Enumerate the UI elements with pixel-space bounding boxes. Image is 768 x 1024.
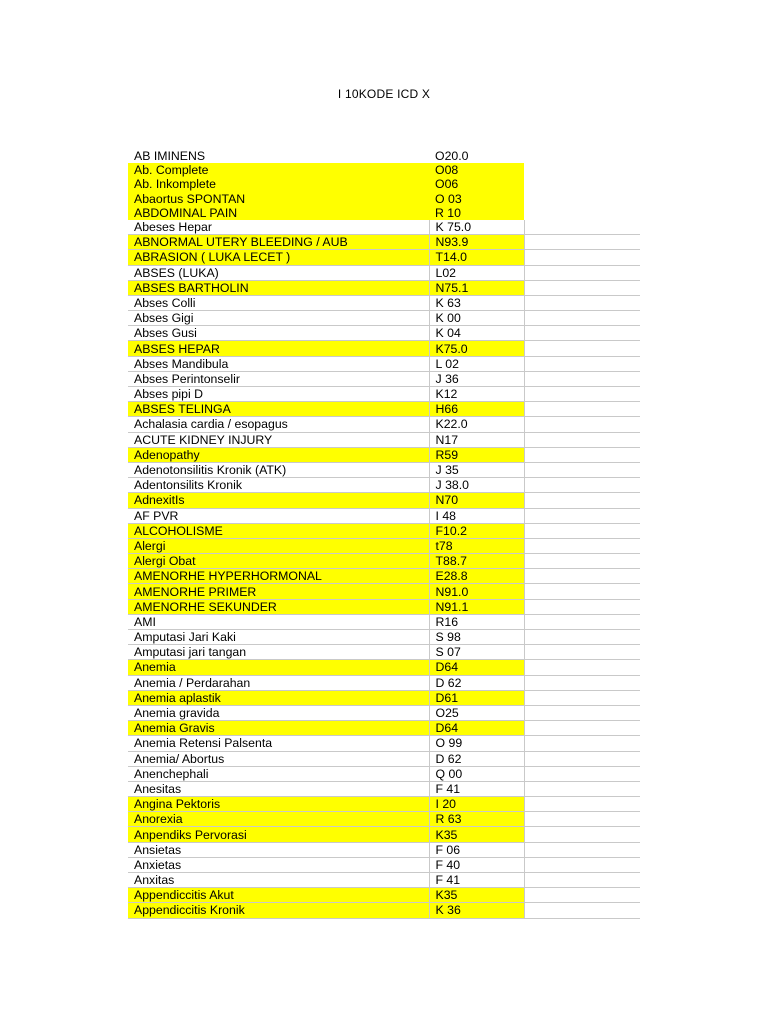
table-row xyxy=(128,478,640,493)
diagnosis-name-cell: AdnexitIs xyxy=(128,493,429,508)
diagnosis-name-cell: Abses Perintonselir xyxy=(128,371,429,386)
icd-code-cell: E28.8 xyxy=(429,569,524,584)
diagnosis-name-cell: Anemia gravida xyxy=(128,705,429,720)
diagnosis-name-cell: ABSES BARTHOLIN xyxy=(128,280,429,295)
empty-cell xyxy=(524,478,640,493)
diagnosis-name-cell: ABRASION ( LUKA LECET ) xyxy=(128,250,429,265)
empty-cell xyxy=(524,235,640,250)
empty-cell xyxy=(524,781,640,796)
icd-code-cell: F 41 xyxy=(429,873,524,888)
empty-cell xyxy=(524,614,640,629)
icd-code-cell: F 06 xyxy=(429,842,524,857)
diagnosis-name-cell: ABSES HEPAR xyxy=(128,341,429,356)
icd-code-cell: J 38.0 xyxy=(429,478,524,493)
table-row xyxy=(128,797,640,812)
empty-cell xyxy=(524,888,640,903)
diagnosis-name-cell: Achalasia cardia / esopagus xyxy=(128,417,429,432)
icd-code-cell: K 04 xyxy=(429,326,524,341)
icd-code-cell: D61 xyxy=(429,690,524,705)
icd-code-cell: H66 xyxy=(429,402,524,417)
empty-cell xyxy=(524,751,640,766)
empty-cell xyxy=(524,356,640,371)
empty-cell xyxy=(524,447,640,462)
empty-cell xyxy=(524,432,640,447)
diagnosis-name-cell: Ab. Complete xyxy=(128,163,429,177)
table-row xyxy=(128,888,640,903)
icd-code-cell: O25 xyxy=(429,705,524,720)
table-row xyxy=(128,462,640,477)
diagnosis-name-cell: Ansietas xyxy=(128,842,429,857)
empty-cell xyxy=(524,311,640,326)
table-row xyxy=(128,781,640,796)
table-row xyxy=(128,705,640,720)
icd-code-cell: D64 xyxy=(429,660,524,675)
empty-cell xyxy=(524,797,640,812)
diagnosis-name-cell: Anxietas xyxy=(128,857,429,872)
diagnosis-name-cell: Anemia/ Abortus xyxy=(128,751,429,766)
icd-code-cell: O 03 xyxy=(429,192,524,206)
empty-cell xyxy=(524,584,640,599)
diagnosis-name-cell: Alergi xyxy=(128,538,429,553)
table-row xyxy=(128,903,640,918)
table-row xyxy=(128,569,640,584)
empty-cell xyxy=(524,523,640,538)
diagnosis-name-cell: Adentonsilits Kronik xyxy=(128,478,429,493)
page-title: I 10KODE ICD X xyxy=(337,87,431,101)
icd-code-cell: N75.1 xyxy=(429,280,524,295)
icd-code-cell: N17 xyxy=(429,432,524,447)
icd-code-cell: O 99 xyxy=(429,736,524,751)
empty-cell xyxy=(524,220,640,235)
diagnosis-name-cell: ABSES (LUKA) xyxy=(128,265,429,280)
empty-cell xyxy=(524,766,640,781)
diagnosis-name-cell: AMENORHE PRIMER xyxy=(128,584,429,599)
table-row xyxy=(128,751,640,766)
icd-code-cell: T14.0 xyxy=(429,250,524,265)
icd-code-cell: K22.0 xyxy=(429,417,524,432)
empty-cell xyxy=(524,660,640,675)
empty-cell xyxy=(524,177,640,191)
table-row xyxy=(128,873,640,888)
table-row xyxy=(128,341,640,356)
table-row xyxy=(128,163,640,177)
icd-code-cell: O06 xyxy=(429,177,524,191)
empty-cell xyxy=(524,538,640,553)
icd-code-cell: N70 xyxy=(429,493,524,508)
icd-code-cell: K35 xyxy=(429,888,524,903)
icd-code-cell: D64 xyxy=(429,721,524,736)
icd-code-cell: O08 xyxy=(429,163,524,177)
table-row xyxy=(128,371,640,386)
icd-code-cell: K 63 xyxy=(429,295,524,310)
table-row xyxy=(128,812,640,827)
table-row xyxy=(128,326,640,341)
icd-code-cell: K 36 xyxy=(429,903,524,918)
icd-code-cell: F 41 xyxy=(429,781,524,796)
table-row xyxy=(128,265,640,280)
table-row xyxy=(128,523,640,538)
icd-code-cell: O20.0 xyxy=(429,149,524,163)
empty-cell xyxy=(524,842,640,857)
icd-code-cell: R 63 xyxy=(429,812,524,827)
empty-cell xyxy=(524,690,640,705)
table-row xyxy=(128,311,640,326)
empty-cell xyxy=(524,371,640,386)
diagnosis-name-cell: AMENORHE SEKUNDER xyxy=(128,599,429,614)
table-row xyxy=(128,493,640,508)
diagnosis-name-cell: Angina Pektoris xyxy=(128,797,429,812)
icd-code-cell: L02 xyxy=(429,265,524,280)
diagnosis-name-cell: Anxitas xyxy=(128,873,429,888)
table-row xyxy=(128,295,640,310)
diagnosis-name-cell: Anpendiks Pervorasi xyxy=(128,827,429,842)
diagnosis-name-cell: Abses pipi D xyxy=(128,387,429,402)
table-row xyxy=(128,584,640,599)
empty-cell xyxy=(524,250,640,265)
icd-code-cell: L 02 xyxy=(429,356,524,371)
diagnosis-name-cell: AF PVR xyxy=(128,508,429,523)
table-row xyxy=(128,192,640,206)
diagnosis-name-cell: Anesitas xyxy=(128,781,429,796)
empty-cell xyxy=(524,705,640,720)
table-row xyxy=(128,432,640,447)
diagnosis-name-cell: Anemia Gravis xyxy=(128,721,429,736)
icd-code-cell: K 75.0 xyxy=(429,220,524,235)
diagnosis-name-cell: Anenchephali xyxy=(128,766,429,781)
empty-cell xyxy=(524,812,640,827)
empty-cell xyxy=(524,554,640,569)
empty-cell xyxy=(524,645,640,660)
empty-cell xyxy=(524,630,640,645)
table-row xyxy=(128,235,640,250)
diagnosis-name-cell: Abses Gusi xyxy=(128,326,429,341)
diagnosis-name-cell: ALCOHOLISME xyxy=(128,523,429,538)
table-row xyxy=(128,508,640,523)
diagnosis-name-cell: Anorexia xyxy=(128,812,429,827)
empty-cell xyxy=(524,508,640,523)
icd-code-cell: S 07 xyxy=(429,645,524,660)
diagnosis-name-cell: Anemia xyxy=(128,660,429,675)
table-row xyxy=(128,149,640,163)
diagnosis-name-cell: Appendiccitis Kronik xyxy=(128,903,429,918)
table-row xyxy=(128,599,640,614)
table-row xyxy=(128,736,640,751)
empty-cell xyxy=(524,280,640,295)
icd-code-cell: N91.1 xyxy=(429,599,524,614)
table-row xyxy=(128,857,640,872)
empty-cell xyxy=(524,569,640,584)
diagnosis-name-cell: Ab. Inkomplete xyxy=(128,177,429,191)
empty-cell xyxy=(524,857,640,872)
icd-code-cell: S 98 xyxy=(429,630,524,645)
icd-code-cell: I 48 xyxy=(429,508,524,523)
icd-code-cell: N93.9 xyxy=(429,235,524,250)
empty-cell xyxy=(524,341,640,356)
icd-code-cell: F10.2 xyxy=(429,523,524,538)
table-row xyxy=(128,417,640,432)
empty-cell xyxy=(524,265,640,280)
empty-cell xyxy=(524,721,640,736)
icd-code-cell: Q 00 xyxy=(429,766,524,781)
diagnosis-name-cell: Abaortus SPONTAN xyxy=(128,192,429,206)
empty-cell xyxy=(524,163,640,177)
diagnosis-name-cell: Appendiccitis Akut xyxy=(128,888,429,903)
icd-code-cell: T88.7 xyxy=(429,554,524,569)
icd-code-cell: K35 xyxy=(429,827,524,842)
empty-cell xyxy=(524,675,640,690)
table-row xyxy=(128,690,640,705)
empty-cell xyxy=(524,295,640,310)
icd-code-cell: K 00 xyxy=(429,311,524,326)
icd-code-table xyxy=(128,149,640,919)
icd-code-cell: J 36 xyxy=(429,371,524,386)
empty-cell xyxy=(524,736,640,751)
empty-cell xyxy=(524,903,640,918)
table-row xyxy=(128,675,640,690)
empty-cell xyxy=(524,493,640,508)
empty-cell xyxy=(524,827,640,842)
icd-code-cell: F 40 xyxy=(429,857,524,872)
icd-code-cell: R59 xyxy=(429,447,524,462)
table-row xyxy=(128,206,640,220)
diagnosis-name-cell: Amputasi jari tangan xyxy=(128,645,429,660)
empty-cell xyxy=(524,417,640,432)
table-row xyxy=(128,280,640,295)
table-row xyxy=(128,614,640,629)
diagnosis-name-cell: Anemia Retensi Palsenta xyxy=(128,736,429,751)
table-row xyxy=(128,721,640,736)
icd-code-cell: K75.0 xyxy=(429,341,524,356)
empty-cell xyxy=(524,462,640,477)
diagnosis-name-cell: AB IMINENS xyxy=(128,149,429,163)
diagnosis-name-cell: Amputasi Jari Kaki xyxy=(128,630,429,645)
icd-code-cell: D 62 xyxy=(429,675,524,690)
icd-code-cell: I 20 xyxy=(429,797,524,812)
diagnosis-name-cell: ABDOMINAL PAIN xyxy=(128,206,429,220)
diagnosis-name-cell: Adenopathy xyxy=(128,447,429,462)
table-row xyxy=(128,387,640,402)
diagnosis-name-cell: ACUTE KIDNEY INJURY xyxy=(128,432,429,447)
diagnosis-name-cell: Adenotonsilitis Kronik (ATK) xyxy=(128,462,429,477)
empty-cell xyxy=(524,192,640,206)
table-row xyxy=(128,177,640,191)
diagnosis-name-cell: Alergi Obat xyxy=(128,554,429,569)
icd-code-cell: J 35 xyxy=(429,462,524,477)
table-row xyxy=(128,250,640,265)
empty-cell xyxy=(524,873,640,888)
empty-cell xyxy=(524,402,640,417)
table-row xyxy=(128,630,640,645)
diagnosis-name-cell: Abeses Hepar xyxy=(128,220,429,235)
icd-code-cell: N91.0 xyxy=(429,584,524,599)
empty-cell xyxy=(524,149,640,163)
icd-code-cell: D 62 xyxy=(429,751,524,766)
diagnosis-name-cell: ABSES TELINGA xyxy=(128,402,429,417)
table-row xyxy=(128,842,640,857)
table-row xyxy=(128,220,640,235)
table-row xyxy=(128,660,640,675)
table-row xyxy=(128,645,640,660)
diagnosis-name-cell: AMENORHE HYPERHORMONAL xyxy=(128,569,429,584)
diagnosis-name-cell: Abses Gigi xyxy=(128,311,429,326)
table-row xyxy=(128,827,640,842)
diagnosis-name-cell: Anemia aplastik xyxy=(128,690,429,705)
diagnosis-name-cell: Anemia / Perdarahan xyxy=(128,675,429,690)
empty-cell xyxy=(524,599,640,614)
table-row xyxy=(128,402,640,417)
icd-code-cell: R 10 xyxy=(429,206,524,220)
table-row xyxy=(128,554,640,569)
table-row xyxy=(128,766,640,781)
empty-cell xyxy=(524,326,640,341)
icd-code-cell: R16 xyxy=(429,614,524,629)
icd-code-cell: K12 xyxy=(429,387,524,402)
table-row xyxy=(128,538,640,553)
empty-cell xyxy=(524,387,640,402)
table-row xyxy=(128,356,640,371)
diagnosis-name-cell: AMI xyxy=(128,614,429,629)
diagnosis-name-cell: Abses Colli xyxy=(128,295,429,310)
diagnosis-name-cell: ABNORMAL UTERY BLEEDING / AUB xyxy=(128,235,429,250)
icd-code-cell: t78 xyxy=(429,538,524,553)
icd-table-body xyxy=(128,149,640,918)
empty-cell xyxy=(524,206,640,220)
diagnosis-name-cell: Abses Mandibula xyxy=(128,356,429,371)
table-row xyxy=(128,447,640,462)
